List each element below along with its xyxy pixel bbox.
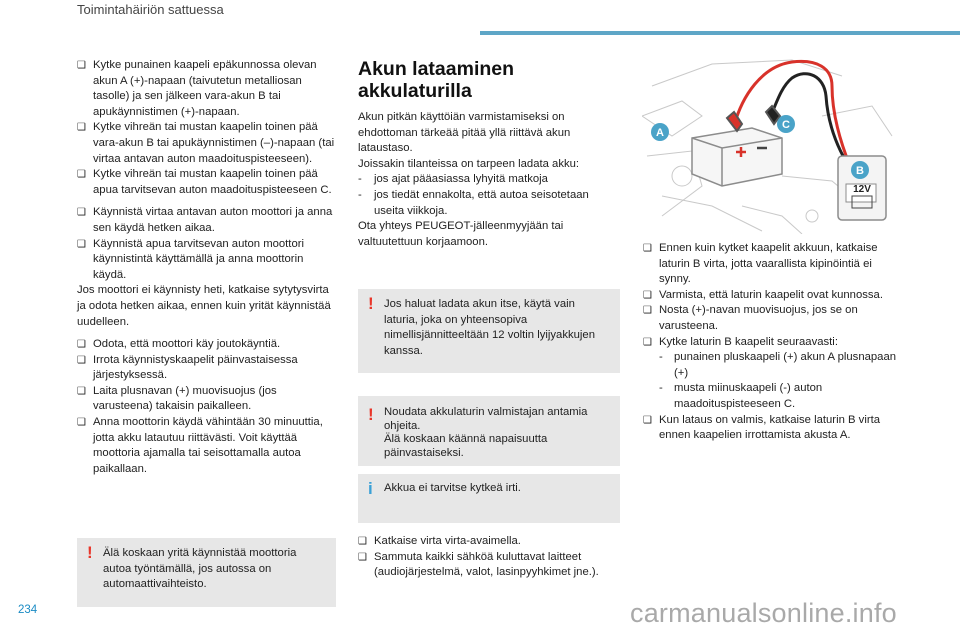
warning-text: Noudata akkulaturin valmistajan antamia ohjeita. [384,406,588,432]
dash-item: - musta miinuskaapeli (-) auton maadoituspisteeseen C. [659,382,823,410]
checkbox-bullet-icon: ❑ [643,289,652,301]
list-item: ❑ Irrota käynnistyskaapelit päinvastaisessa järjestyksessä. [77,353,298,382]
checkbox-bullet-icon: ❑ [77,122,86,134]
label-c-badge [777,115,795,133]
list-item: ❑ Kytke punainen kaapeli epäkunnossa olevan akun A (+)-napaan (taivutetun metalliosan tasolle) ja sen jälkeen vara-akun B tai apukäynnistimen (+)-napaan. [77,59,317,118]
checkbox-bullet-icon: ❑ [77,169,86,181]
warning-icon: ! [87,543,93,562]
warning-box-automatic [77,538,336,607]
header-accent-bar [480,31,960,35]
list-item: ❑ Kun lataus on valmis, katkaise laturin B virta ennen kaapelien irrottamista akusta A. [643,413,881,442]
list-item: ❑ Käynnistä virtaa antavan auton moottori ja anna sen käydä hetken aikaa. [77,206,333,234]
list-item: ❑ Kytke vihreän tai mustan kaapelin toinen pää apua tarvitsevan auton maadoituspisteeseen C. [77,168,332,196]
checkbox-bullet-icon: ❑ [643,305,652,317]
intro-paragraph: Akun pitkän käyttöiän varmistamiseksi on ehdottoman tärkeää pitää yllä riittävä akun lataustaso. [358,111,571,155]
warning-box-charger [358,289,620,373]
checkbox-bullet-icon: ❑ [77,417,86,429]
label-b-badge [851,161,869,179]
list-item: ❑ Kytke laturin B kaapelit seuraavasti: [643,335,905,351]
checkbox-bullet-icon: ❑ [643,414,652,426]
warning-icon: ! [368,405,374,424]
warning-icon: ! [368,294,374,313]
list-item: ❑ Anna moottorin käydä vähintään 30 minuuttia, jotta akku latautuu riittävästi. Voit käyttää moottoria ajamalla tai seisottamalla autoa paikallaan. [77,416,323,475]
svg-text:A: A [656,127,664,139]
watermark: carmanualsonline.info [630,598,897,628]
checkbox-bullet-icon: ❑ [77,60,86,71]
checkbox-bullet-icon: ❑ [77,207,86,219]
warning-box-polarity [358,396,620,466]
list-item: ❑ Sammuta kaikki sähköä kuluttavat laitteet (audiojärjestelmä, valot, lasinpyyhkimet jne.). [358,550,599,579]
column-middle [358,58,620,250]
dash-item: - punainen pluskaapeli (+) akun A plusnapaan (+) [659,351,897,379]
section-header: Toimintahäiriön sattuessa [77,2,224,17]
svg-text:C: C [782,119,790,131]
checkbox-bullet-icon: ❑ [643,243,652,254]
checkbox-bullet-icon: ❑ [77,339,86,351]
column-left [77,58,339,484]
clamp-icon [727,106,780,131]
engine-bay-diagram [642,56,896,234]
info-box [358,474,620,523]
list-item: ❑ Käynnistä apua tarvitsevan auton moottori käynnistintä käyttämällä ja anna moottorin käydä. [77,237,305,281]
intro-paragraph: Joissakin tilanteissa on tarpeen ladata akku: [358,157,580,170]
svg-text:B: B [856,165,864,177]
start-steps [77,205,339,330]
list-item: ❑ Varmista, että laturin kaapelit ovat kunnossa. [643,288,905,304]
charger-voltage-label: 12V [853,184,871,195]
retry-paragraph: Jos moottori ei käynnisty heti, katkaise sytytysvirta ja odota hetken aikaa, ennen kuin yrität käynnistää uudelleen. [77,284,331,328]
intro-paragraph: Ota yhteys PEUGEOT-jälleenmyyjään tai valtuutettuun korjaamoon. [358,220,564,248]
battery-icon [692,128,782,186]
checkbox-bullet-icon: ❑ [358,536,367,547]
warning-text: Älä koskaan yritä käynnistää moottoria autoa työntämällä, jos autossa on automaattivaihteisto. [103,547,297,591]
dash-item: - jos tiedät ennakolta, että autoa seisotetaan useita viikkoja. [358,188,589,217]
list-item: ❑ Laita plusnavan (+) muovisuojus (jos varusteena) takaisin paikalleen. [77,384,277,413]
power-off-steps [358,534,620,581]
list-item: ❑ Kytke vihreän tai mustan kaapelin toinen pää vara-akun B tai apukäynnistimen (–)-napaan (tai virtaa antavan auton maadoituspisteeseen). [77,121,335,165]
list-item: ❑ Nosta (+)-navan muovisuojus, jos se on varusteena. [643,304,858,332]
list-item: ❑ Ennen kuin kytket kaapelit akkuun, katkaise laturin B virta, jotta vaarallista kipinöintiä ei synny. [643,242,878,286]
page-number: 234 [18,604,38,616]
checkbox-bullet-icon: ❑ [643,336,652,348]
checkbox-bullet-icon: ❑ [77,354,86,366]
info-icon: i [368,479,373,498]
warning-text: Jos haluat ladata akun itse, käytä vain laturia, joka on yhteensopiva nimellisjännitteeltään 12 voltin lyijyakkujen kanssa. [384,298,595,357]
warning-text: Älä koskaan käännä napaisuutta päinvastaiseksi. [384,433,548,459]
charger-illustration [642,56,896,234]
column-right [643,241,905,444]
checkbox-bullet-icon: ❑ [77,238,86,250]
list-item: ❑ Odota, että moottori käy joutokäyntiä. [77,337,339,353]
finish-steps [77,337,339,477]
info-text: Akkua ei tarvitse kytkeä irti. [384,482,521,494]
connect-steps [77,58,339,198]
section-title: Akun lataaminen akkulaturilla [358,58,515,102]
checkbox-bullet-icon: ❑ [358,551,367,563]
checkbox-bullet-icon: ❑ [77,385,86,397]
dash-item: - jos ajat pääasiassa lyhyitä matkoja [358,173,548,186]
intro [358,110,620,250]
label-a-badge [651,123,669,141]
list-item: ❑ Katkaise virta virta-avaimella. [358,534,620,550]
